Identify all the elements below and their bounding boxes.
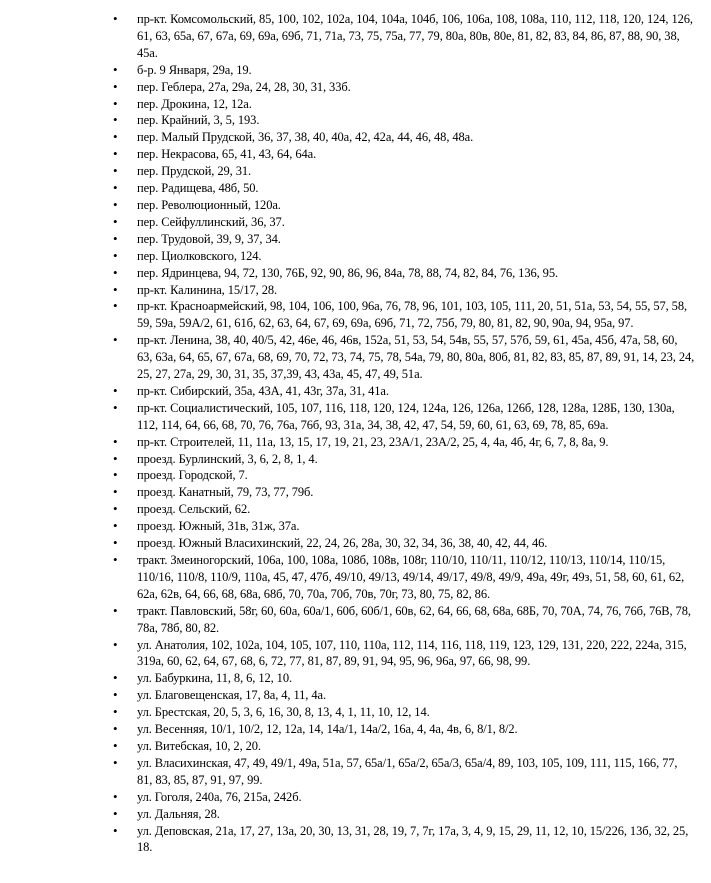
bullet-icon: •: [113, 484, 118, 500]
bullet-icon: •: [113, 552, 118, 567]
address-entry: [0, 670, 711, 687]
bullet-icon: •: [113, 213, 118, 229]
address-entry: [0, 180, 711, 197]
address-entry-text: б-р. 9 Января, 29а, 19.: [137, 62, 252, 77]
bullet-icon: •: [113, 196, 118, 212]
bullet-icon: •: [113, 636, 118, 652]
address-entry: [0, 823, 711, 857]
address-entry-text: ул. Брестская, 20, 5, 3, 6, 16, 30, 8, 13, 4, 1, 11, 10, 12, 14.: [137, 705, 430, 720]
address-entry-text: ул. Власихинская, 47, 49, 49/1, 49а, 51а, 57, 65а/1, 65а/2, 65а/3, 65а/4, 89, 103, 105, 109, 111, 115, 166, 77, 81, 83, 85, 87, 91, 97, 99.: [137, 755, 678, 787]
address-entry-text: ул. Благовещенская, 17, 8а, 4, 11, 4а.: [137, 688, 326, 703]
bullet-icon: •: [113, 450, 118, 466]
address-entry-text: пер. Трудовой, 39, 9, 37, 34.: [137, 231, 281, 246]
bullet-icon: •: [113, 11, 118, 26]
bullet-icon: •: [113, 146, 118, 162]
bullet-icon: •: [113, 602, 118, 618]
address-entry: [0, 62, 711, 79]
address-entry: [0, 146, 711, 163]
bullet-icon: •: [113, 704, 118, 720]
address-entry: [0, 518, 711, 535]
bullet-icon: •: [113, 163, 118, 179]
bullet-icon: •: [113, 95, 118, 111]
bullet-icon: •: [113, 230, 118, 246]
bullet-icon: •: [113, 332, 118, 348]
address-entry-text: пр-кт. Строителей, 11, 11а, 13, 15, 17, 19, 21, 23, 23А/1, 23А/2, 25, 4, 4а, 4б, 4г, 6, 7, 8, 8а, 9.: [137, 434, 609, 449]
address-entry: [0, 687, 711, 704]
address-entry-text: ул. Весенняя, 10/1, 10/2, 12, 12а, 14, 14а/1, 14а/2, 16а, 4, 4а, 4в, 6, 8/1, 8/2.: [137, 722, 518, 737]
address-entry-text: ул. Дальняя, 28.: [137, 806, 220, 821]
address-entry-text: проезд. Южный Власихинский, 22, 24, 26, 28а, 30, 32, 34, 36, 38, 40, 42, 44, 46.: [137, 536, 548, 551]
address-entry-text: пер. Сейфуллинский, 36, 37.: [137, 214, 285, 229]
bullet-icon: •: [113, 180, 118, 196]
address-entry: [0, 789, 711, 806]
address-entry-text: пер. Дрокина, 12, 12а.: [137, 96, 252, 111]
bullet-icon: •: [113, 518, 118, 534]
address-entry: [0, 535, 711, 552]
bullet-icon: •: [113, 129, 118, 145]
bullet-icon: •: [113, 788, 118, 804]
bullet-icon: •: [113, 382, 118, 398]
bullet-icon: •: [113, 822, 118, 838]
address-entry: [0, 451, 711, 468]
address-entry: [0, 265, 711, 282]
address-entry-text: пр-кт. Ленина, 38, 40, 40/5, 42, 46е, 46, 46в, 152а, 51, 53, 54, 54в, 55, 57, 57б, 59, 61, 45а, 45б, 47а, 58, 60, 63, 63а, 64, 65, 67, 67а, 68, 69, 70, 72, 73, 74, 75, 78, 54а, 79, 80, 80а, 80б, 81, 82, 83, 85, 87, 89, 91, 14, 23, 24, 25, 27, 27а, 29, 30, 31, 35, 37,39, 43, 43а, 45, 47, 49, 51а.: [137, 333, 695, 382]
address-entry-text: ул. Анатолия, 102, 102а, 104, 105, 107, 110, 110а, 112, 114, 116, 118, 119, 123, 129, 131, 220, 222, 224а, 315, 319а, 60, 62, 64, 67, 68, 6, 72, 77, 81, 87, 89, 91, 94, 95, 96, 96а, 97, 66, 98, 99.: [137, 637, 687, 669]
address-entry: [0, 383, 711, 400]
bullet-icon: •: [113, 467, 118, 483]
address-entry: [0, 231, 711, 248]
address-entry: [0, 129, 711, 146]
bullet-icon: •: [113, 433, 118, 449]
address-entry: [0, 282, 711, 299]
bullet-icon: •: [113, 61, 118, 77]
address-entry-text: пер. Ядринцева, 94, 72, 130, 76Б, 92, 90, 86, 96, 84а, 78, 88, 74, 82, 84, 76, 136, 95.: [137, 265, 558, 280]
address-entry: [0, 704, 711, 721]
bullet-icon: •: [113, 754, 118, 770]
address-entry-text: тракт. Змеиногорский, 106а, 100, 108а, 108б, 108в, 108г, 110/10, 110/11, 110/12, 110/13, 110/14, 110/15, 110/16, 110/8, 110/9, 110а, 45, 47, 47б, 49/10, 49/13, 49/14, 49/17, 49/8, 49/9, 49а, 49г, 49з, 51, 58, 60, 61, 62, 62а, 62в, 64, 66, 68, 68а, 68б, 70, 70а, 70б, 70в, 70г, 73, 80, 75, 82, 86.: [137, 553, 685, 601]
address-entry: [0, 298, 711, 332]
bullet-icon: •: [113, 247, 118, 263]
address-entry-text: пер. Крайний, 3, 5, 193.: [137, 113, 260, 128]
address-entry: [0, 11, 711, 62]
address-entry-text: проезд. Городской, 7.: [137, 468, 248, 483]
address-entry-text: проезд. Бурлинский, 3, 6, 2, 8, 1, 4.: [137, 451, 318, 466]
address-entry: [0, 214, 711, 231]
address-document: [0, 11, 711, 856]
address-entry-text: ул. Бабуркина, 11, 8, 6, 12, 10.: [137, 671, 293, 686]
address-entry-text: тракт. Павловский, 58г, 60, 60а, 60а/1, 60б, 60б/1, 60в, 62, 64, 66, 68, 68а, 68Б, 70, 70А, 74, 76, 76б, 76В, 78, 78а, 78б, 80, 82.: [137, 603, 691, 635]
address-entry: [0, 484, 711, 501]
address-entry-text: ул. Деповская, 21а, 17, 27, 13а, 20, 30, 13, 31, 28, 19, 7, 7г, 17а, 3, 4, 9, 15, 29, 11, 12, 10, 15/226, 13б, 32, 25, 18.: [137, 823, 689, 855]
address-entry: [0, 552, 711, 603]
address-entry-text: пер. Революционный, 120а.: [137, 197, 281, 212]
address-entry-text: пер. Прудской, 29, 31.: [137, 164, 252, 179]
address-entry: [0, 79, 711, 96]
address-entry-text: пер. Геблера, 27а, 29а, 24, 28, 30, 31, 33б.: [137, 79, 351, 94]
address-entry-text: пер. Некрасова, 65, 41, 43, 64, 64а.: [137, 147, 317, 162]
address-entry-text: ул. Витебская, 10, 2, 20.: [137, 738, 261, 753]
address-entry-text: проезд. Сельский, 62.: [137, 502, 251, 517]
address-entry: [0, 721, 711, 738]
address-entry: [0, 197, 711, 214]
bullet-icon: •: [113, 281, 118, 297]
address-entry: [0, 467, 711, 484]
address-entry: [0, 400, 711, 434]
address-entry: [0, 96, 711, 113]
bullet-icon: •: [113, 535, 118, 551]
address-entry-text: пер. Циолковского, 124.: [137, 248, 262, 263]
address-entry-text: пр-кт. Сибирский, 35а, 43А, 41, 43г, 37а, 31, 41а.: [137, 383, 389, 398]
address-entry: [0, 755, 711, 789]
address-list: [0, 11, 711, 856]
address-entry-text: пр-кт. Калинина, 15/17, 28.: [137, 282, 278, 297]
bullet-icon: •: [113, 501, 118, 517]
address-entry: [0, 806, 711, 823]
bullet-icon: •: [113, 687, 118, 703]
bullet-icon: •: [113, 805, 118, 821]
bullet-icon: •: [113, 399, 118, 415]
bullet-icon: •: [113, 737, 118, 753]
bullet-icon: •: [113, 670, 118, 686]
address-entry-text: пр-кт. Социалистический, 105, 107, 116, 118, 120, 124, 124а, 126, 126а, 126б, 128, 128а, 128Б, 130, 130а, 112, 114, 64, 66, 68, 70, 76, 76а, 76б, 93, 31а, 34, 38, 42, 47, 54, 59, 60, 61, 63, 69, 78, 85, 69а.: [137, 400, 675, 432]
address-entry: [0, 163, 711, 180]
address-entry: [0, 332, 711, 383]
bullet-icon: •: [113, 264, 118, 280]
address-entry: [0, 637, 711, 671]
address-entry: [0, 738, 711, 755]
address-entry-text: пер. Радищева, 48б, 50.: [137, 181, 259, 196]
address-entry: [0, 248, 711, 265]
address-entry: [0, 603, 711, 637]
address-entry: [0, 501, 711, 518]
address-entry: [0, 112, 711, 129]
address-entry-text: пр-кт. Красноармейский, 98, 104, 106, 100, 96а, 76, 78, 96, 101, 103, 105, 111, 20, 51, 51а, 53, 54, 55, 57, 58, 59, 59а, 59А/2, 61, 61б, 62, 63, 64, 67, 69, 69а, 69б, 71, 72, 75б, 79, 80, 81, 82, 90, 90а, 94, 95а, 97.: [137, 299, 688, 331]
address-entry-text: проезд. Канатный, 79, 73, 77, 79б.: [137, 485, 314, 500]
address-entry-text: пер. Малый Прудской, 36, 37, 38, 40, 40а, 42, 42а, 44, 46, 48, 48а.: [137, 130, 474, 145]
address-entry: [0, 434, 711, 451]
address-entry-text: пр-кт. Комсомольский, 85, 100, 102, 102а, 104, 104а, 104б, 106, 106а, 108, 108а, 110, 112, 118, 120, 124, 126, 61, 63, 65а, 67, 67а, 69, 69а, 69б, 71, 71а, 73, 75, 75а, 77, 79, 80а, 80в, 80е, 81, 82, 83, 84, 86, 87, 88, 90, 38, 45а.: [137, 12, 693, 60]
address-entry-text: ул. Гоголя, 240а, 76, 215а, 242б.: [137, 789, 302, 804]
address-entry-text: проезд. Южный, 31в, 31ж, 37а.: [137, 519, 300, 534]
bullet-icon: •: [113, 78, 118, 94]
bullet-icon: •: [113, 298, 118, 314]
bullet-icon: •: [113, 721, 118, 737]
bullet-icon: •: [113, 112, 118, 128]
